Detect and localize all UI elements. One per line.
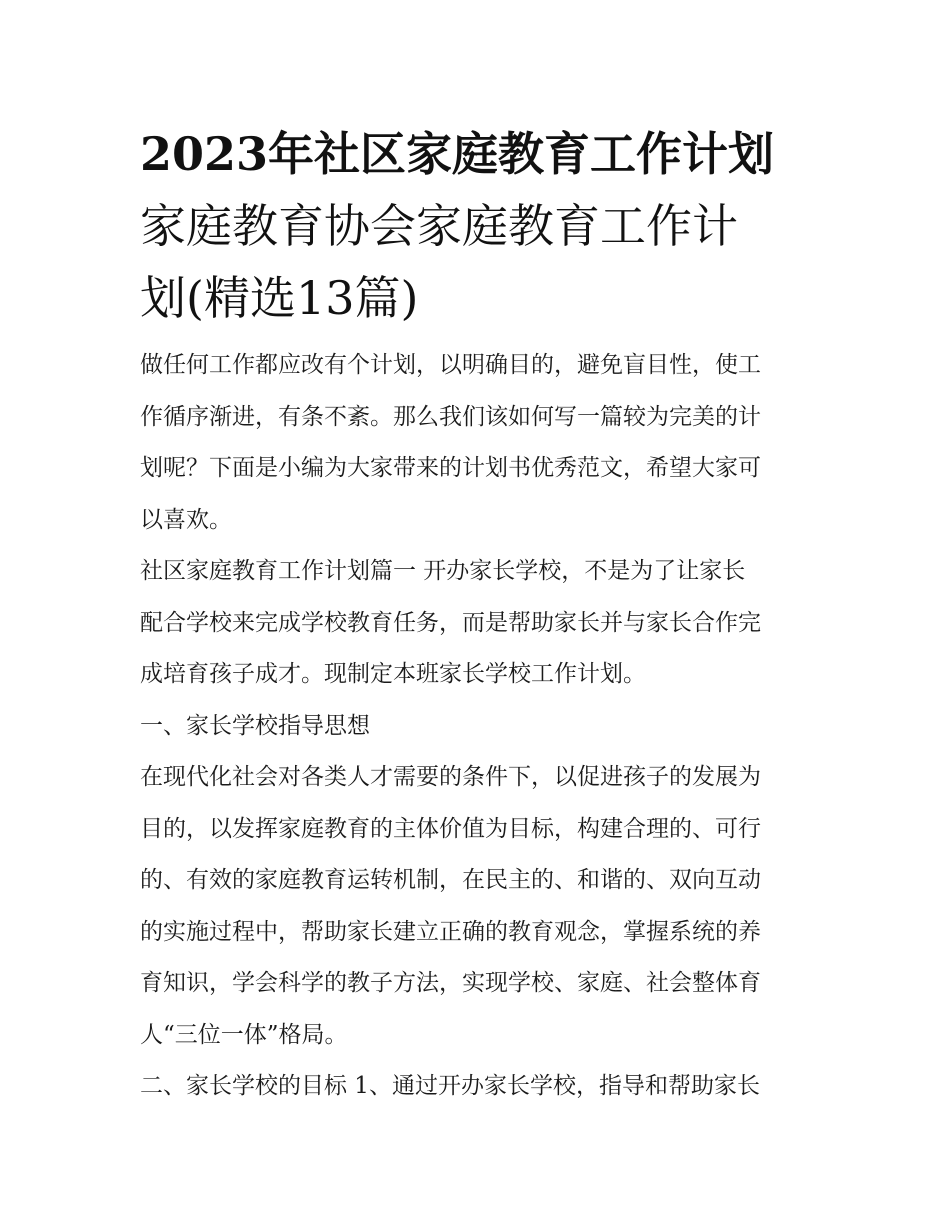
title-line-2: 家庭教育协会家庭教育工作计 — [140, 199, 738, 253]
paragraph-guiding-ideology — [140, 752, 812, 1061]
text-line: 社区家庭教育工作计划篇一 开办家长学校，不是为了让家长 — [140, 558, 746, 584]
paragraph-school-goals — [140, 1061, 812, 1113]
text-line: 二、家长学校的目标 1、通过开办家长学校，指导和帮助家长 — [140, 1073, 760, 1099]
text-line: 育知识，学会科学的教子方法，实现学校、家庭、社会整体育 — [140, 970, 761, 996]
paragraph-section-one — [140, 546, 812, 701]
heading-guiding-ideology — [140, 701, 812, 753]
text-line: 的实施过程中，帮助家长建立正确的教育观念，掌握系统的养 — [140, 918, 761, 945]
text-line: 一、家长学校指导思想 — [140, 712, 370, 739]
text-line: 在现代化社会对各类人才需要的条件下，以促进孩子的发展为 — [140, 764, 761, 790]
text-line: 划呢？下面是小编为大家带来的计划书优秀范文，希望大家可 — [140, 455, 761, 481]
text-line: 配合学校来完成学校教育任务，而是帮助家长并与家长合作完 — [140, 609, 761, 636]
text-line: 做任何工作都应改有个计划，以明确目的，避免盲目性，使工 — [140, 352, 761, 378]
text-line: 目的，以发挥家庭教育的主体价值为目标，构建合理的、可行 — [140, 815, 761, 842]
document-title — [140, 118, 812, 334]
text-line: 以喜欢。 — [140, 506, 232, 533]
paragraph-intro — [140, 340, 812, 546]
text-line: 人“三位一体”格局。 — [140, 1021, 348, 1048]
title-line-1: 2023年社区家庭教育工作计划 — [140, 127, 775, 181]
document-body — [140, 118, 812, 1113]
text-line: 成培育孩子成才。现制定本班家长学校工作计划。 — [140, 661, 646, 687]
text-line: 的、有效的家庭教育运转机制，在民主的、和谐的、双向互动 — [140, 867, 761, 893]
title-line-3: 划(精选13篇) — [140, 271, 419, 325]
text-line: 作循序渐进，有条不紊。那么我们该如何写一篇较为完美的计 — [140, 403, 761, 430]
